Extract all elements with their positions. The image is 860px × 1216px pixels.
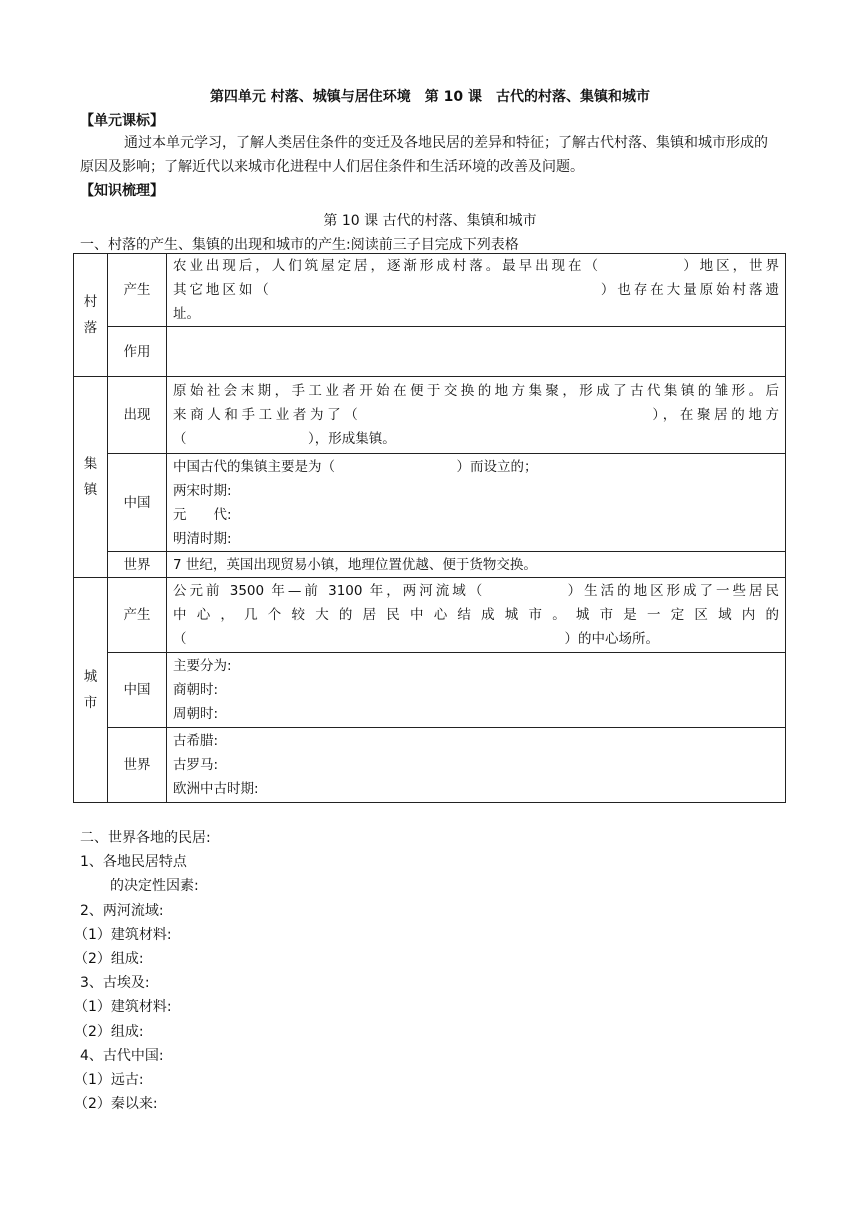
table-row (74, 552, 786, 578)
row-label: 产生 (108, 578, 167, 653)
category-town: 集 镇 (74, 377, 108, 578)
section-1-heading: 一、村落的产生、集镇的出现和城市的产生:阅读前三子目完成下列表格 (80, 237, 519, 253)
section-2 (74, 826, 211, 1116)
list-item: （2）秦以来: (74, 1096, 158, 1113)
row-label: 世界 (108, 728, 167, 803)
row-content: 农业出现后，人们筑屋定居，逐渐形成村落。最早出现在（ ）地区，世界 其它地区如（ ）也存在大量原始村落遗 址。 (167, 254, 786, 327)
table-row (74, 578, 786, 653)
table-row (74, 327, 786, 377)
summary-table (73, 253, 786, 803)
list-item: 4、古代中国: (80, 1047, 164, 1064)
lesson-title: 第 10 课 古代的村落、集镇和城市 (323, 213, 537, 229)
knowledge-heading: 【知识梳理】 (80, 183, 164, 199)
list-item: （1）建筑材料: (74, 999, 172, 1016)
row-label: 世界 (108, 552, 167, 578)
row-content: 7 世纪，英国出现贸易小镇，地理位置优越、便于货物交换。 (167, 552, 786, 578)
row-content: 主要分为: 商朝时: 周朝时: (167, 653, 786, 728)
table-row (74, 728, 786, 803)
table-row (74, 653, 786, 728)
row-label: 中国 (108, 454, 167, 552)
row-content: 原始社会末期，手工业者开始在便于交换的地方集聚，形成了古代集镇的雏形。后 来商人和手工业者为了（ ），在聚居的地方 （ ），形成集镇。 (167, 377, 786, 454)
section-2-heading: 二、世界各地的民居: (80, 830, 211, 846)
unit-standard-text: 通过本单元学习，了解人类居住条件的变迁及各地民居的差异和特征；了解古代村落、集镇和城市形成的原因及影响；了解近代以来城市化进程中人们居住条件和生活环境的改善及问题。 (80, 135, 768, 175)
table-row (74, 377, 786, 454)
row-content: 古希腊: 古罗马: 欧洲中古时期: (167, 728, 786, 803)
list-item: （1）远古: (74, 1072, 144, 1089)
list-item: 1、各地民居特点 (80, 854, 187, 871)
row-content: 中国古代的集镇主要是为（ ）而设立的； 两宋时期: 元 代: 明清时期: (167, 454, 786, 552)
row-label: 中国 (108, 653, 167, 728)
list-item: 3、古埃及: (80, 975, 150, 992)
row-content: 公元前 3500 年—前 3100 年，两河流域（ ）生活的地区形成了一些居民 中心，几个较大的居民中心结成城市。城市是一定区域内的 （ ）的中心场所。 (167, 578, 786, 653)
category-village: 村 落 (74, 254, 108, 377)
unit-standard-heading: 【单元课标】 (80, 113, 164, 129)
category-city: 城 市 (74, 578, 108, 803)
page-title: 第四单元 村落、城镇与居住环境 第 10 课 古代的村落、集镇和城市 (209, 89, 651, 105)
list-item: （2）组成: (74, 951, 144, 968)
list-item: （1）建筑材料: (74, 926, 172, 943)
row-label: 出现 (108, 377, 167, 454)
row-content (167, 327, 786, 377)
row-label: 产生 (108, 254, 167, 327)
table-row (74, 454, 786, 552)
table-row (74, 254, 786, 327)
list-item: 2、两河流域: (80, 902, 164, 919)
list-item: 的决定性因素: (110, 878, 199, 895)
list-item: （2）组成: (74, 1023, 144, 1040)
row-label: 作用 (108, 327, 167, 377)
